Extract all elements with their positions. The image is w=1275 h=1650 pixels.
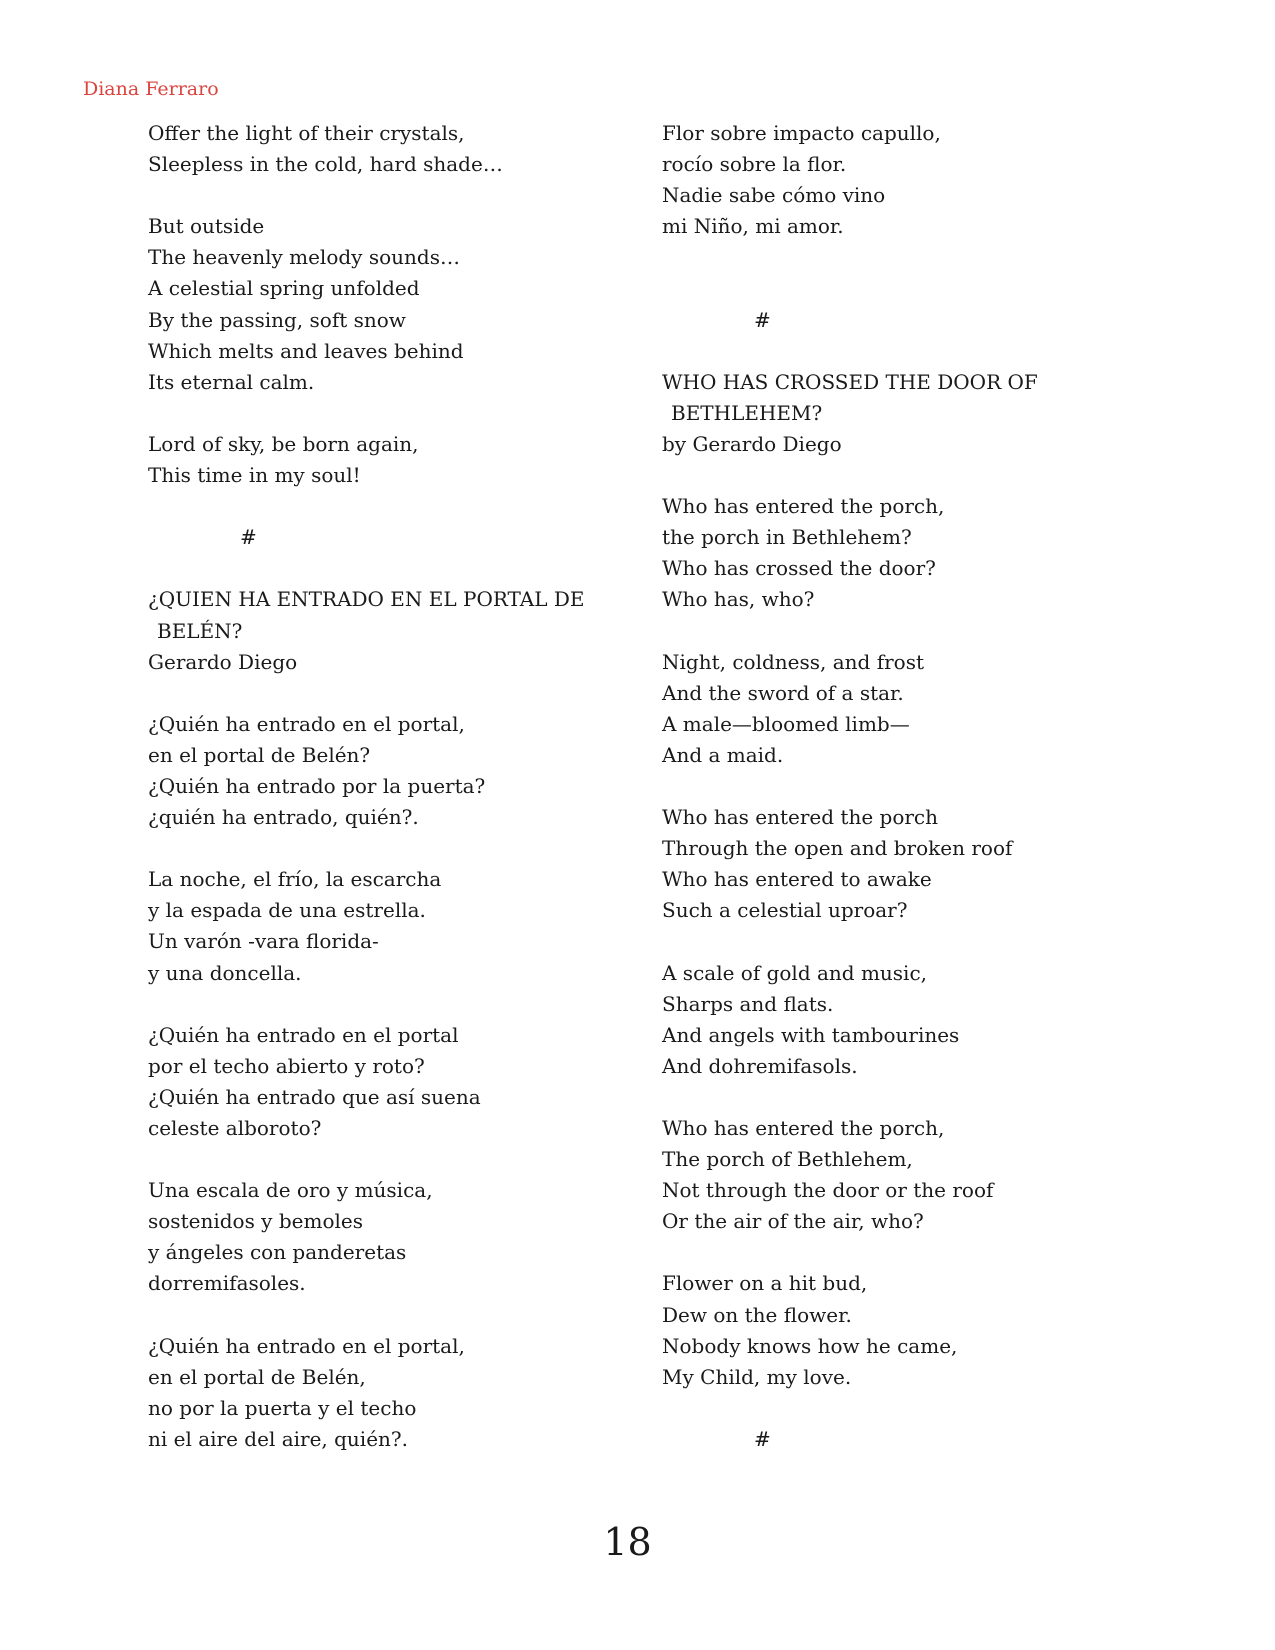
poem-line: Who has entered to awake [662, 867, 932, 892]
blank-line [148, 553, 585, 584]
poem-line: And the sword of a star. [662, 680, 904, 705]
poem-line: ¿QUIEN HA ENTRADO EN EL PORTAL DE [148, 587, 585, 612]
poem-line: ¿Quién ha entrado en el portal, [148, 1333, 465, 1358]
poem-line: And angels with tambourines [662, 1022, 960, 1047]
poem-line: celeste alboroto? [148, 1116, 322, 1140]
poem-line: Or the air of the air, who? [662, 1209, 924, 1234]
blank-line [148, 180, 585, 211]
poem-title-continuation: BELÉN? [157, 618, 243, 643]
poem-line: mi Niño, mi amor. [662, 214, 844, 239]
blank-line [148, 678, 585, 709]
poem-line: Una escala de oro y música, [148, 1178, 433, 1203]
poem-line: And a maid. [662, 742, 784, 767]
poem-line: Sleepless in the cold, hard shade… [148, 152, 503, 177]
poem-line: ni el aire del aire, quién?. [148, 1426, 408, 1451]
poem-line: ¿Quién ha entrado en el portal, [148, 711, 465, 736]
blank-line [148, 833, 585, 864]
poem-line: por el techo abierto y roto? [148, 1053, 425, 1078]
poem-line: rocío sobre la flor. [662, 152, 847, 177]
poem-line: Who has entered the porch, [662, 494, 945, 519]
blank-line [662, 1393, 1038, 1424]
poem-line: My Child, my love. [662, 1364, 852, 1389]
poem-line: Who has, who? [662, 587, 815, 612]
section-separator: # [754, 307, 771, 332]
poem-line: Through the open and broken roof [662, 836, 1013, 861]
poem-line: Its eternal calm. [148, 369, 315, 394]
poem-line: en el portal de Belén? [148, 742, 371, 767]
poem-line: Gerardo Diego [148, 649, 298, 674]
blank-line [662, 336, 1038, 367]
poem-line: Offer the light of their crystals, [148, 121, 465, 145]
poem-line: Which melts and leaves behind [148, 338, 464, 363]
blank-line [662, 926, 1038, 957]
poem-line: This time in my soul! [148, 463, 361, 488]
blank-line [662, 460, 1038, 491]
blank-line [662, 1082, 1038, 1113]
blank-line [662, 242, 1038, 273]
poem-line: Nobody knows how he came, [662, 1333, 958, 1358]
blank-line [662, 616, 1038, 647]
poem-line: Not through the door or the roof [662, 1178, 994, 1203]
poem-line: ¿Quién ha entrado por la puerta? [148, 773, 486, 798]
blank-line [148, 989, 585, 1020]
poem-line: sostenidos y bemoles [148, 1209, 363, 1234]
poem-line: en el portal de Belén, [148, 1364, 366, 1389]
poem-line: no por la puerta y el techo [148, 1395, 417, 1420]
right-text-column [662, 118, 1038, 1455]
poem-line: Who has entered the porch [662, 805, 939, 830]
poem-line: Nadie sabe cómo vino [662, 183, 886, 208]
poem-line: the porch in Bethlehem? [662, 525, 912, 550]
blank-line [662, 273, 1038, 304]
poem-line: ¿quién ha entrado, quién?. [148, 805, 419, 830]
section-separator: # [754, 1426, 771, 1451]
poem-line: Sharps and flats. [662, 991, 834, 1016]
poem-line: dorremifasoles. [148, 1271, 306, 1296]
left-text-column [148, 118, 585, 1455]
blank-line [148, 491, 585, 522]
poem-line: ¿Quién ha entrado en el portal [148, 1022, 459, 1047]
poem-line: La noche, el frío, la escarcha [148, 867, 442, 892]
poem-line: Flor sobre impacto capullo, [662, 121, 941, 145]
poem-line: By the passing, soft snow [148, 307, 406, 332]
poem-line: Lord of sky, be born again, [148, 431, 419, 456]
poem-line: But outside [148, 214, 265, 239]
poem-line: The heavenly melody sounds… [148, 245, 460, 270]
poem-line: WHO HAS CROSSED THE DOOR OF [662, 369, 1038, 394]
poem-line: ¿Quién ha entrado que así suena [148, 1084, 481, 1109]
poem-line: y ángeles con panderetas [148, 1240, 407, 1265]
running-header-author: Diana Ferraro [83, 78, 219, 100]
blank-line [148, 1300, 585, 1331]
page-number: 18 [603, 1520, 652, 1564]
blank-line [148, 398, 585, 429]
poem-line: Who has entered the porch, [662, 1116, 945, 1140]
blank-line [148, 1144, 585, 1175]
blank-line [662, 771, 1038, 802]
poem-line: Night, coldness, and frost [662, 649, 925, 674]
poem-line: Un varón -vara florida- [148, 929, 379, 954]
poem-line: Flower on a hit bud, [662, 1271, 868, 1296]
poem-line: And dohremifasols. [662, 1053, 858, 1078]
poem-line: by Gerardo Diego [662, 431, 842, 456]
poem-line: y la espada de una estrella. [148, 898, 426, 923]
blank-line [662, 1237, 1038, 1268]
poem-line: y una doncella. [148, 960, 302, 985]
poem-line: The porch of Bethlehem, [662, 1147, 913, 1172]
poem-line: Dew on the flower. [662, 1302, 852, 1327]
section-separator: # [240, 525, 257, 550]
poem-line: Such a celestial uproar? [662, 898, 908, 923]
poem-line: Who has crossed the door? [662, 556, 936, 581]
poem-line: A celestial spring unfolded [148, 276, 420, 301]
poem-title-continuation: BETHLEHEM? [671, 400, 823, 425]
poem-line: A male—bloomed limb— [662, 711, 910, 736]
poem-line: A scale of gold and music, [662, 960, 928, 985]
